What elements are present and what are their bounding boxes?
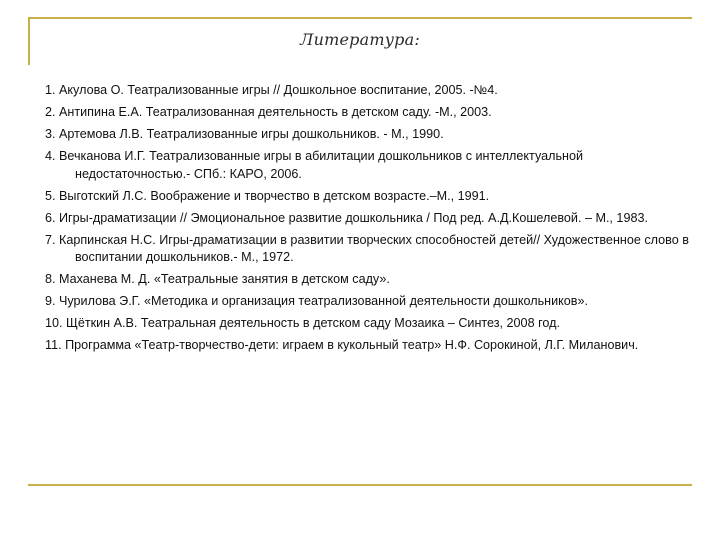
reference-item-3: 3. Артемова Л.В. Театрализованные игры дошкольников. - М., 1990. xyxy=(45,126,444,141)
reference-item-8: 8. Маханева М. Д. «Театральные занятия в детском саду». xyxy=(45,272,390,287)
reference-list xyxy=(45,82,695,359)
reference-item-5: 5. Выготский Л.С. Воображение и творчество в детском возрасте.–М., 1991. xyxy=(45,188,490,203)
reference-item-11: 11. Программа «Театр-творчество-дети: играем в кукольный театр» Н.Ф. Сорокиной, Л.Г. Миланович. xyxy=(45,338,639,353)
reference-item-6: 6. Игры-драматизации // Эмоциональное развитие дошкольника / Под ред. А.Д.Кошелевой. – М., 1983. xyxy=(45,210,648,225)
reference-item-9: 9. Чурилова Э.Г. «Методика и организация театрализованной деятельности дошкольников». xyxy=(45,294,588,309)
reference-item-10: 10. Щёткин А.В. Театральная деятельность в детском саду Мозаика – Синтез, 2008 год. xyxy=(45,316,560,331)
reference-item-7: 7. Карпинская Н.С. Игры-драматизации в развитии творческих способностей детей// Художественное слово в воспитании дошкольников.- М., 1972. xyxy=(45,232,689,265)
bottom-border-line xyxy=(28,484,692,486)
reference-item-2: 2. Антипина Е.А. Театрализованная деятельность в детском саду. -М., 2003. xyxy=(45,104,492,119)
page-title: Литература: xyxy=(300,30,420,49)
reference-item-1: 1. Акулова О. Театрализованные игры // Дошкольное воспитание, 2005. -№4. xyxy=(45,83,498,97)
top-border-line xyxy=(28,17,692,19)
reference-item-4: 4. Вечканова И.Г. Театрализованные игры в абилитации дошкольников с интеллектуальной недостаточностью.- СПб.: КАРО, 2006. xyxy=(45,148,584,181)
